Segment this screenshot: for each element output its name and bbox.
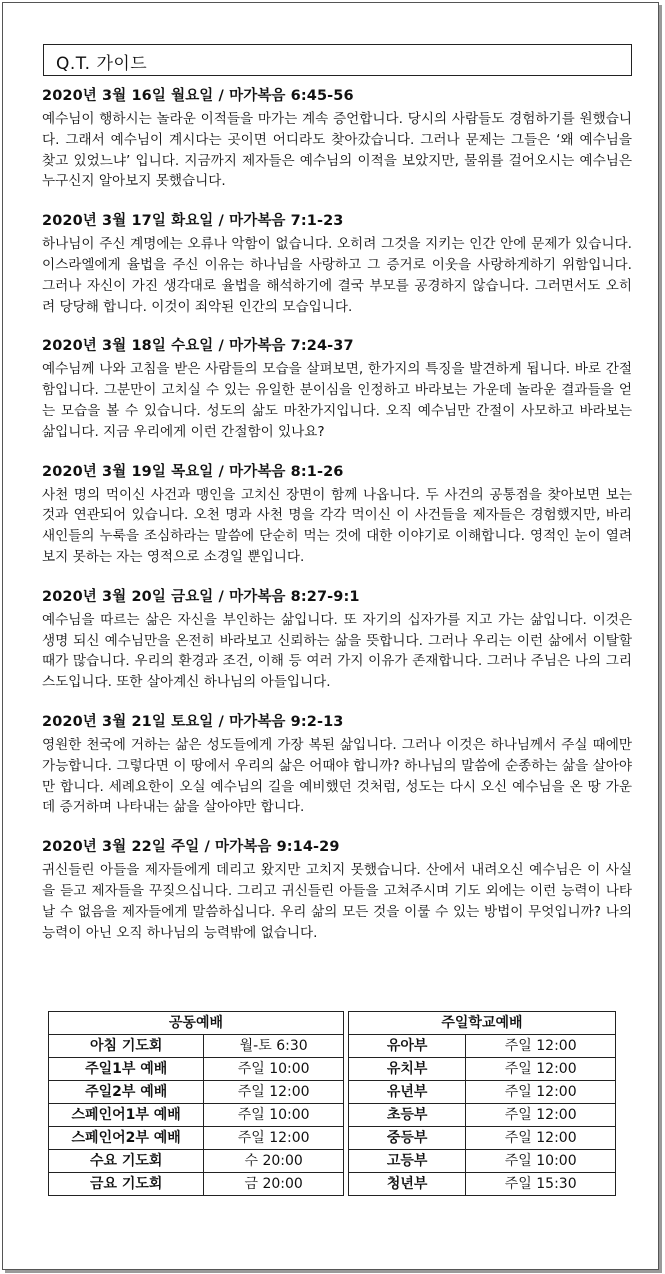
table-row <box>49 1104 616 1127</box>
entry-heading: 2020년 3월 19일 목요일 / 마가복음 8:1-26 <box>42 463 344 480</box>
service-name: 아침 기도회 <box>49 1035 204 1058</box>
department-time: 주일 12:00 <box>466 1127 616 1150</box>
service-name: 금요 기도회 <box>49 1173 204 1196</box>
qt-entry <box>42 211 632 317</box>
service-time: 주일 10:00 <box>204 1058 344 1081</box>
service-time: 월-토 6:30 <box>204 1035 344 1058</box>
qt-entry <box>42 462 632 568</box>
service-name: 주일2부 예배 <box>49 1081 204 1104</box>
department-time: 주일 12:00 <box>466 1104 616 1127</box>
department-name: 유치부 <box>348 1058 466 1081</box>
entry-body: 예수님을 따르는 삶은 자신을 부인하는 삶입니다. 또 자기의 십자가를 지고 가는 삶입니다. 이것은 생명 되신 예수님만을 온전히 바라보고 신뢰하는 삶을 뜻합니다. 그러나 우리는 이런 삶에서 이탈할때가 많습니다. 우리의 환경과 조건, 이해 등 여러 가지 이유가 존재합니다. 그러나 주님은 나의 그리스도입니다. 또한 살아계신 하나님의 아들입니다. <box>42 611 632 691</box>
department-name: 중등부 <box>348 1127 466 1150</box>
entry-heading: 2020년 3월 21일 토요일 / 마가복음 9:2-13 <box>42 713 344 730</box>
table-row <box>49 1058 616 1081</box>
entry-heading: 2020년 3월 20일 금요일 / 마가복음 8:27-9:1 <box>42 588 360 605</box>
qt-entry <box>42 587 632 693</box>
service-time: 주일 10:00 <box>204 1104 344 1127</box>
department-time: 주일 12:00 <box>466 1081 616 1104</box>
department-name: 유아부 <box>348 1035 466 1058</box>
entry-heading: 2020년 3월 22일 주일 / 마가복음 9:14-29 <box>42 839 340 856</box>
congregational-worship-header: 공동예배 <box>49 1012 344 1035</box>
department-time: 주일 15:30 <box>466 1173 616 1196</box>
qt-entries <box>42 86 632 962</box>
table-row <box>49 1035 616 1058</box>
department-time: 주일 10:00 <box>466 1150 616 1173</box>
qt-entry <box>42 86 632 192</box>
worship-schedule-table <box>48 1011 616 1196</box>
service-name: 수요 기도회 <box>49 1150 204 1173</box>
table-row <box>49 1173 616 1196</box>
service-time: 금 20:00 <box>204 1173 344 1196</box>
entry-heading: 2020년 3월 16일 월요일 / 마가복음 6:45-56 <box>42 88 354 104</box>
qt-entry <box>42 837 632 943</box>
entry-body: 영원한 천국에 거하는 삶은 성도들에게 가장 복된 삶입니다. 그러나 이것은 하나님께서 주실 때에만 가능합니다. 그렇다면 이 땅에서 우리의 삶은 어때야 합니까? 하나님의 말씀에 순종하는 삶을 살아야만 합니다. 세례요한이 오실 예수님의 길을 예비했던 것처럼, 성도는 다시 오신 예수님을 온 땅 가운데 증거하며 나타내는 삶을 살아야만 합니다. <box>42 736 632 816</box>
service-time: 수 20:00 <box>204 1150 344 1173</box>
service-name: 스페인어1부 예배 <box>49 1104 204 1127</box>
department-time: 주일 12:00 <box>466 1035 616 1058</box>
department-time: 주일 12:00 <box>466 1058 616 1081</box>
entry-body: 하나님이 주신 계명에는 오류나 악함이 없습니다. 오히려 그것을 지키는 인간 안에 문제가 있습니다. 이스라엘에게 율법을 주신 이유는 하나님을 사랑하고 그 증거로 이웃을 사랑하게하기 위함입니다. 그러나 자신이 가진 생각대로 율법을 해석하기에 결국 부모를 공경하지 않습니다. 그러면서도 오히려 당당해 합니다. 이것이 죄악된 인간의 모습입니다. <box>42 236 632 315</box>
qt-entry <box>42 712 632 818</box>
entry-body: 예수님이 행하시는 놀라운 이적들을 마가는 계속 증언합니다. 당시의 사람들도 경험하기를 원했습니다. 그래서 예수님이 계시다는 곳이면 어디라도 찾아갔습니다. 그러나 문제는 그들은 ‘왜 예수님을 찾고 있었느냐’ 입니다. 지금까지 제자들은 예수님의 이적을 보았지만, 물위를 걸어오시는 예수님은 누구신지 알아보지 못했습니다. <box>42 111 632 190</box>
service-time: 주일 12:00 <box>204 1081 344 1104</box>
entry-body: 사천 명의 먹이신 사건과 맹인을 고치신 장면이 함께 나옵니다. 두 사건의 공통점을 찾아보면 보는 것과 연관되어 있습니다. 오천 명과 사천 명을 각각 먹이신 이 사건들을 제자들은 경험했지만, 바리새인들의 누룩을 조심하라는 말씀에 단순히 먹는 것에 대한 이야기로 이해합니다. 영적인 눈이 열려 보지 못하는 자는 영적으로 소경일 뿐입니다. <box>42 486 632 565</box>
table-row <box>49 1150 616 1173</box>
qt-entry <box>42 336 632 442</box>
entry-body: 귀신들린 아들을 제자들에게 데리고 왔지만 고치지 못했습니다. 산에서 내려오신 예수님은 이 사실을 듣고 제자들을 꾸짖으십니다. 그리고 귀신들린 아들을 고쳐주시며 기도 외에는 이런 능력이 나타날 수 없음을 제자들에게 말씀하십니다. 우리 삶의 모든 것을 이룰 수 있는 방법이 무엇입니까? 나의 능력이 아닌 오직 하나님의 능력밖에 없습니다. <box>42 862 632 941</box>
service-name: 주일1부 예배 <box>49 1058 204 1081</box>
sunday-school-header: 주일학교예배 <box>348 1012 615 1035</box>
entry-heading: 2020년 3월 17일 화요일 / 마가복음 7:1-23 <box>42 213 344 230</box>
service-name: 스페인어2부 예배 <box>49 1127 204 1150</box>
table-header-row <box>49 1012 616 1035</box>
service-time: 주일 12:00 <box>204 1127 344 1150</box>
table-row <box>49 1127 616 1150</box>
department-name: 유년부 <box>348 1081 466 1104</box>
entry-body: 예수님께 나와 고침을 받은 사람들의 모습을 살펴보면, 한가지의 특징을 발견하게 됩니다. 바로 간절함입니다. 그분만이 고치실 수 있는 유일한 분이심을 인정하고 바라보는 가운데 놀라운 결과들을 얻는 모습을 볼 수 있습니다. 성도의 삶도 마찬가지입니다. 오직 예수님만 간절이 사모하고 바라보는 삶입니다. 지금 우리에게 이런 간절함이 있나요? <box>42 361 632 440</box>
department-name: 초등부 <box>348 1104 466 1127</box>
guide-title-box <box>43 44 632 76</box>
table-row <box>49 1081 616 1104</box>
entry-heading: 2020년 3월 18일 수요일 / 마가복음 7:24-37 <box>42 338 354 355</box>
guide-title: Q.T. 가이드 <box>56 54 148 74</box>
department-name: 청년부 <box>348 1173 466 1196</box>
department-name: 고등부 <box>348 1150 466 1173</box>
